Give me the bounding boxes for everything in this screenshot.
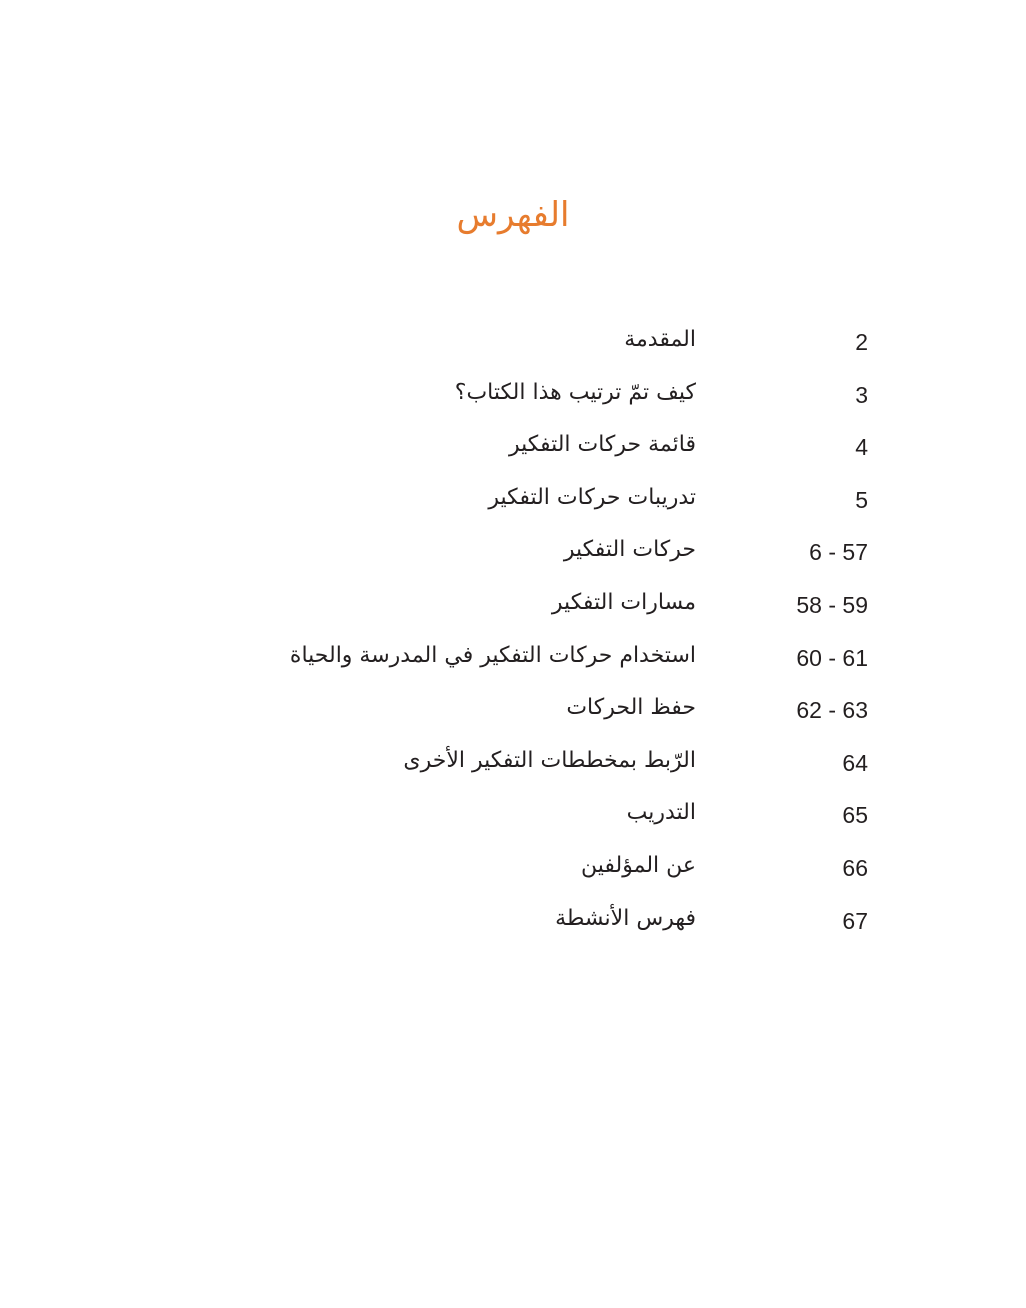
- toc-entry-page: 4: [855, 434, 868, 461]
- toc-entry-label: تدريبات حركات التفكير: [488, 484, 696, 510]
- toc-entry-label: الرّبط بمخططات التفكير الأخرى: [403, 747, 696, 773]
- toc-entry-label: عن المؤلفين: [581, 852, 696, 878]
- toc-entry-page: 62 - 63: [796, 697, 868, 724]
- toc-entry-thinking-moves[interactable]: [0, 528, 1026, 581]
- page-title: الفهرس: [456, 195, 570, 235]
- toc-entry-page: 66: [842, 854, 868, 881]
- toc-entry-page: 64: [842, 749, 868, 776]
- toc-entry-page: 58 - 59: [796, 591, 868, 618]
- toc-entry-label: حفظ الحركات: [566, 695, 696, 721]
- toc-entry-training[interactable]: [0, 791, 1026, 844]
- toc-entry-label: حركات التفكير: [563, 537, 696, 563]
- toc-entry-label: فهرس الأنشطة: [555, 905, 696, 931]
- toc-entry-activities-index[interactable]: [0, 897, 1026, 950]
- toc-entry-page: 67: [842, 907, 868, 934]
- toc-entry-page: 6 - 57: [809, 539, 868, 566]
- table-of-contents: [0, 318, 1026, 949]
- toc-entry-book-arrangement[interactable]: [0, 371, 1026, 424]
- toc-entry-page: 60 - 61: [796, 644, 868, 671]
- toc-entry-thinking-moves-exercises[interactable]: [0, 476, 1026, 529]
- toc-entry-label: قائمة حركات التفكير: [509, 432, 696, 458]
- toc-entry-thinking-paths[interactable]: [0, 581, 1026, 634]
- toc-entry-label: كيف تمّ ترتيب هذا الكتاب؟: [454, 379, 696, 405]
- toc-entry-label: التدريب: [626, 800, 696, 826]
- toc-entry-page: 65: [842, 802, 868, 829]
- toc-entry-introduction[interactable]: [0, 318, 1026, 371]
- toc-entry-label: استخدام حركات التفكير في المدرسة والحياة: [289, 642, 696, 668]
- toc-entry-label: المقدمة: [624, 327, 696, 352]
- toc-entry-thinking-moves-list[interactable]: [0, 423, 1026, 476]
- toc-entry-linking-other-schemes[interactable]: [0, 739, 1026, 792]
- toc-entry-page: 5: [855, 486, 868, 513]
- toc-entry-page: 3: [855, 381, 868, 408]
- toc-entry-memorizing-moves[interactable]: [0, 686, 1026, 739]
- toc-entry-label: مسارات التفكير: [551, 589, 696, 615]
- toc-entry-using-in-school-and-life[interactable]: [0, 634, 1026, 687]
- toc-entry-page: 2: [855, 329, 868, 355]
- toc-entry-about-authors[interactable]: [0, 844, 1026, 897]
